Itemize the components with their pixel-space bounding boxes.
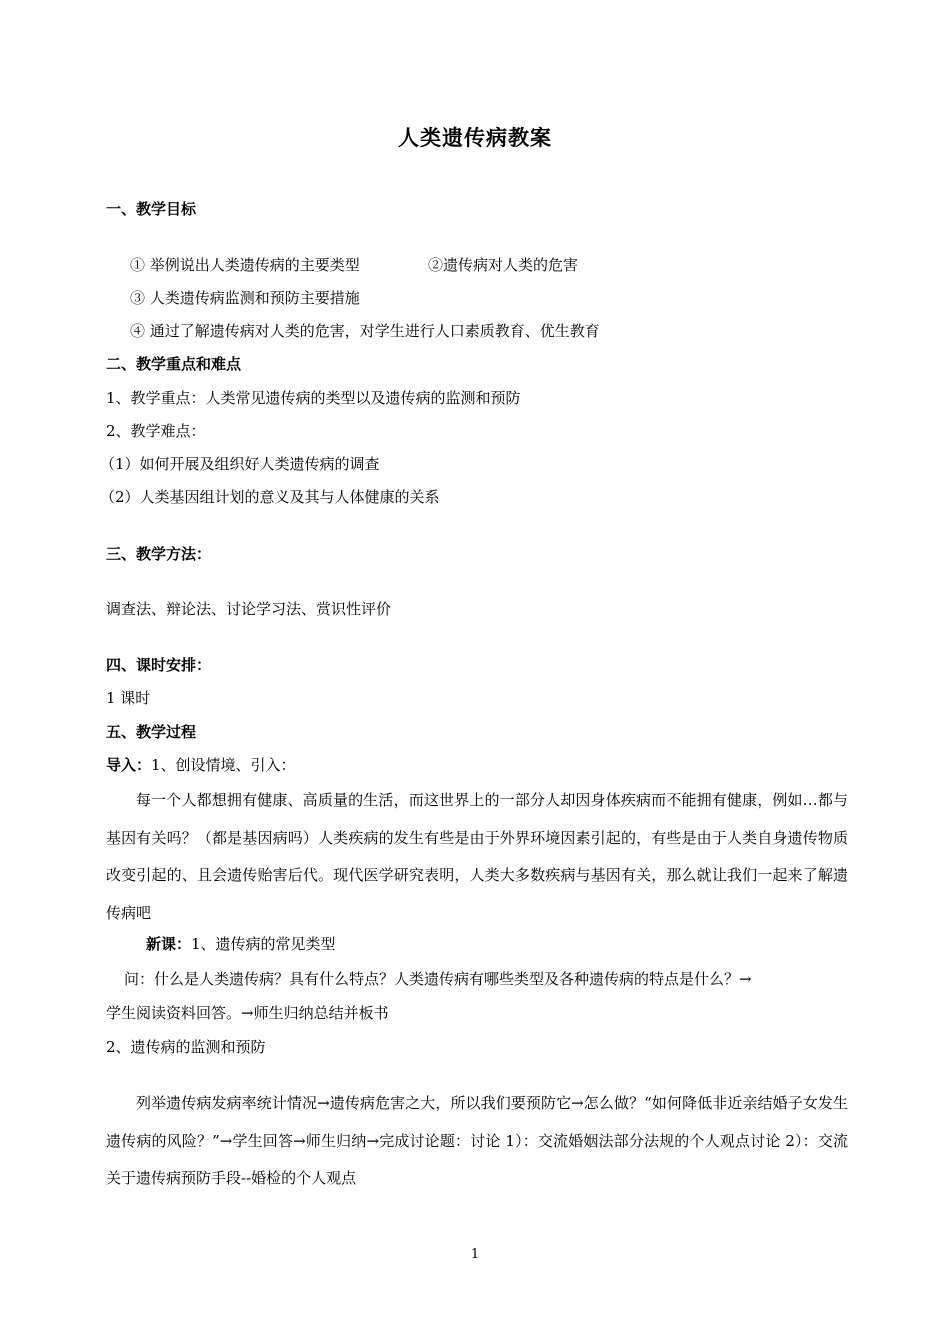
difficulty-label: 2、教学难点： (106, 422, 206, 440)
document-title: 人类遗传病教案 (398, 126, 552, 150)
question-line-1: 问：什么是人类遗传病？具有什么特点？人类遗传病有哪些类型及各种遗传病的特点是什么？→ (124, 970, 752, 988)
part-2-paragraph: 列举遗传病发病率统计情况→遗传病危害之大，所以我们要预防它→怎么做？“如何降低非近亲结婚子女发生遗传病的风险？”→学生回答→师生归纳→完成讨论题：讨论 1）：交流婚姻法部分法规的个人观点讨论 2）：交流关于遗传病预防手段--婚检的个人观点 (106, 1094, 848, 1187)
new-lesson-text: 1、遗传病的常见类型 (191, 935, 336, 953)
section-3-heading: 三、教学方法： (106, 545, 212, 563)
section-5-heading: 五、教学过程 (106, 723, 197, 741)
difficulty-1: （1）如何开展及组织好人类遗传病的调查 (100, 455, 380, 473)
intro-label: 导入： (106, 756, 152, 774)
goal-3: ③ 人类遗传病监测和预防主要措施 (130, 289, 360, 307)
class-hours: 1 课时 (106, 689, 151, 707)
question-line-2: 学生阅读资料回答。→师生归纳总结并板书 (106, 1004, 389, 1022)
new-lesson-label: 新课： (146, 935, 192, 953)
intro-line (106, 755, 296, 775)
intro-text: 1、创设情境、引入： (151, 756, 296, 774)
difficulty-2: （2）人类基因组计划的意义及其与人体健康的关系 (100, 488, 440, 506)
teaching-methods: 调查法、辩论法、讨论学习法、赏识性评价 (106, 600, 392, 618)
section-1-heading: 一、教学目标 (106, 200, 197, 218)
key-point: 1、教学重点：人类常见遗传病的类型以及遗传病的监测和预防 (106, 389, 521, 407)
intro-paragraph: 每一个人都想拥有健康、高质量的生活，而这世界上的一部分人却因身体疾病而不能拥有健康，例如…都与基因有关吗？（都是基因病吗）人类疾病的发生有些是由于外界环境因素引起的，有些是由于人类自身遗传物质改变引起的、且会遗传贻害后代。现代医学研究表明，人类大多数疾病与基因有关，那么就让我们一起来了解遗传病吧 (106, 791, 848, 922)
goal-4: ④ 通过了解遗传病对人类的危害，对学生进行人口素质教育、优生教育 (130, 322, 600, 340)
section-4-heading: 四、课时安排： (106, 656, 212, 674)
section-2-heading: 二、教学重点和难点 (106, 355, 242, 373)
new-lesson-line (146, 934, 336, 954)
goal-1: ① 举例说出人类遗传病的主要类型 (130, 256, 360, 274)
goal-2: ②遗传病对人类的危害 (428, 256, 579, 274)
part-2-heading: 2、遗传病的监测和预防 (106, 1038, 266, 1056)
page-number: 1 (470, 1247, 480, 1262)
